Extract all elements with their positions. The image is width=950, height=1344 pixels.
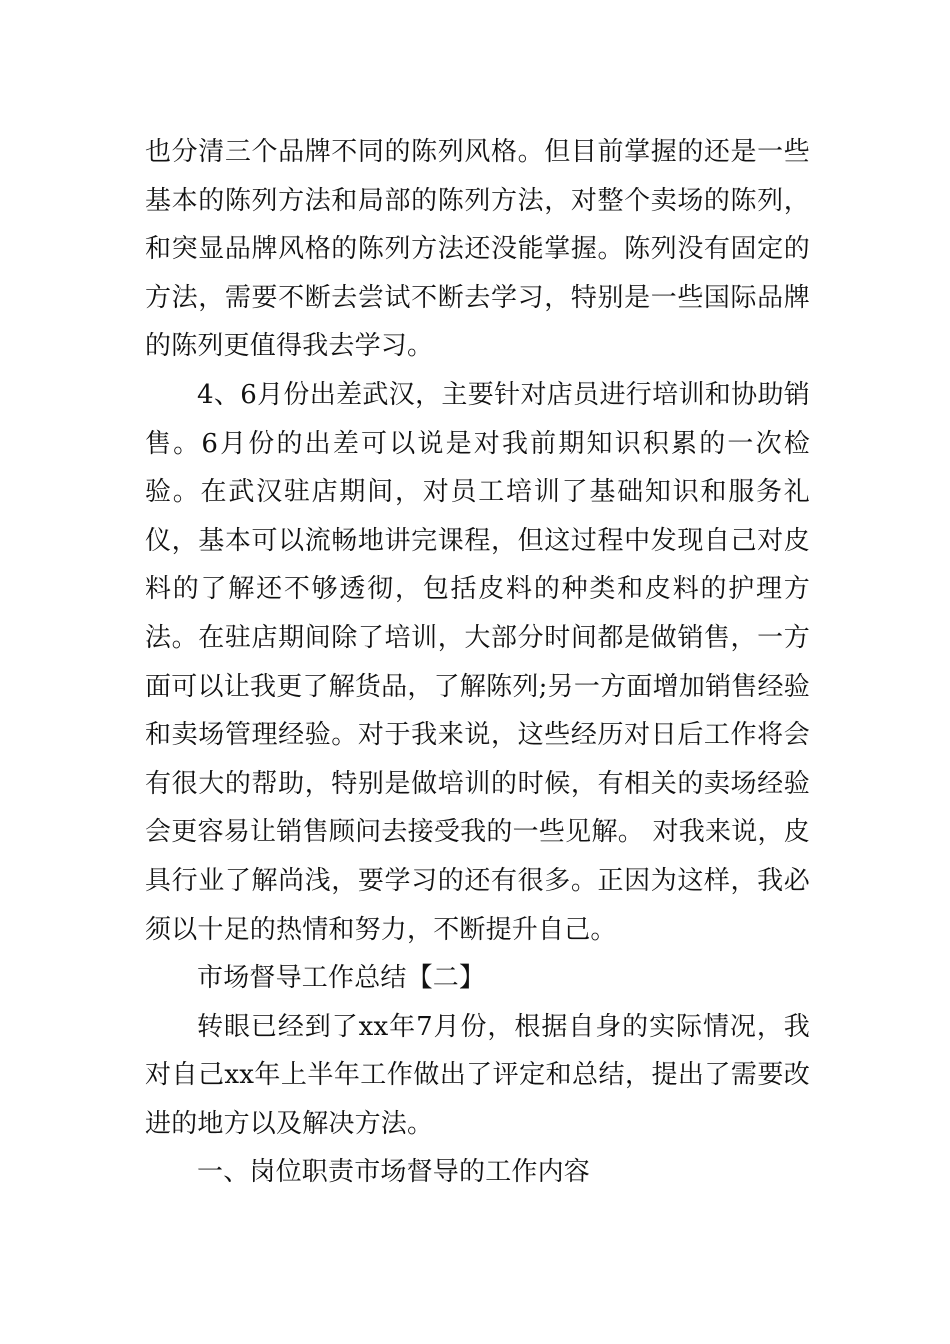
section-heading-job-duties: 一、岗位职责市场督导的工作内容 [197,1157,591,1188]
section-title-summary-two: 市场督导工作总结【二】 [197,963,486,994]
paragraph-wuhan-trip: 4、6月份出差武汉，主要针对店员进行培训和协助销售。6月份的出差可以说是对我前期知识积累的一次检验。在武汉驻店期间，对员工培训了基础知识和服务礼仪，基本可以流畅地讲完课程，但这过程中发现自己对皮料的了解还不够透彻，包括皮料的种类和皮料的护理方法。在驻店期间除了培训，大部分时间都是做销售，一方面可以让我更了解货品，了解陈列;另一方面增加销售经验和卖场管理经验。对于我来说，这些经历对日后工作将会有很大的帮助，特别是做培训的时候，有相关的卖场经验会更容易让销售顾问去接受我的一些见解。 对我来说，皮具行业了解尚浅，要学习的还有很多。正因为这样，我必须以十足的热情和努力，不断提升自己。 [145,379,810,945]
paragraph-display-methods: 也分清三个品牌不同的陈列风格。但目前掌握的还是一些基本的陈列方法和局部的陈列方法，对整个卖场的陈列，和突显品牌风格的陈列方法还没能掌握。陈列没有固定的方法，需要不断去尝试不断去学习，特别是一些国际品牌的陈列更值得我去学习。 [145,137,810,362]
document-body [145,128,810,1197]
paragraph-summary-intro: 转眼已经到了xx年7月份，根据自身的实际情况，我对自己xx年上半年工作做出了评定和总结，提出了需要改进的地方以及解决方法。 [145,1011,810,1139]
